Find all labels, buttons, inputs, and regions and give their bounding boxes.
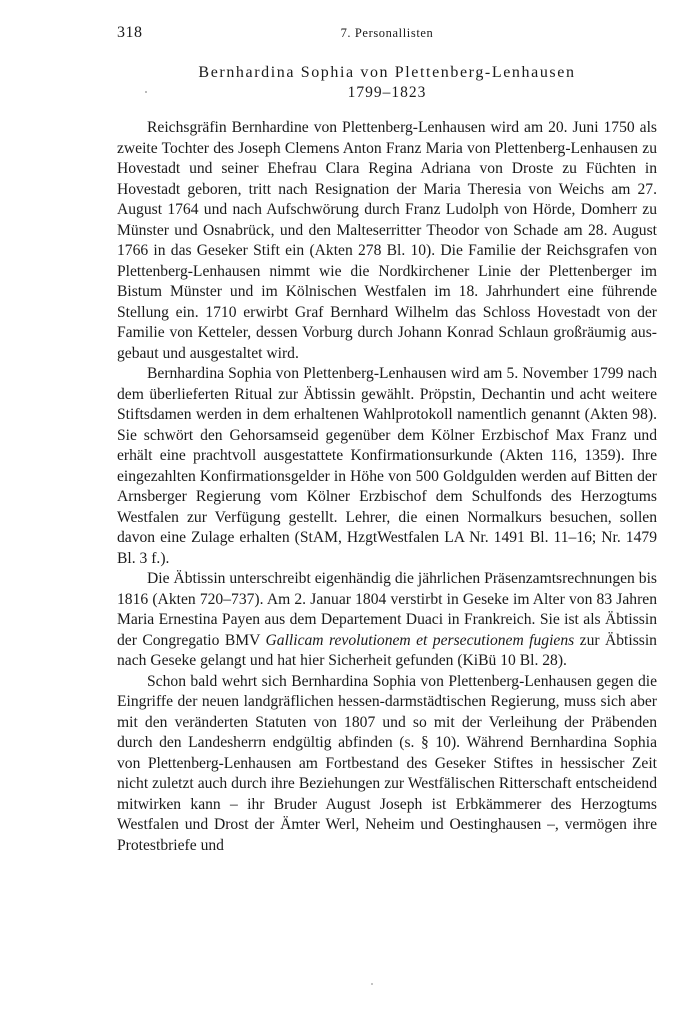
section-dates: 1799–1823 bbox=[347, 84, 427, 101]
paragraph-2: Bernhardina Sophia von Plettenberg-Lenhausen wird am 5. November 1799 nach dem überlieferten Ritual zur Äbtissin gewählt. Pröpstin, Dechantin und acht weitere Stiftsdamen werden in dem erhaltenen Wahlprotokoll namentlich genannt (Akten 98). Sie schwört den Gehorsamseid gegenüber dem Kölner Erzbischof Max Franz und erhält eine prachtvoll ausgestattete Konfirmationsurkunde (Akten 116, 1359). Ihre eingezahlten Konfirmationsgelder in Höhe von 500 Goldgulden werden auf Bitten der Arnsberger Regierung vom Kölner Erzbischof dem Schulfonds des Herzogtums Westfalen zur Verfügung gestellt. Lehrer, die einen Normalkurs besuchen, sollen davon eine Zulage erhalten (StAM, HzgtWestfalen LA Nr. 1491 Bl. 11–16; Nr. 1479 Bl. 3 f.). bbox=[117, 365, 657, 567]
body-text bbox=[117, 118, 657, 856]
paragraph-4: Schon bald wehrt sich Bernhardina Sophia von Plettenberg-Lenhausen gegen die Eingriffe der neuen landgräflichen hessen-darmstädtischen Regierung, muss sich aber mit den veränderten Statuten von 1807 und so mit der Verleihung der Präbenden durch den Landesherrn endgültig abfinden (s. § 10). Während Bernhardina Sophia von Plettenberg-Lenhausen am Fortbestand des Geseker Stiftes in hessischer Zeit nicht zuletzt auch durch ihre Beziehungen zur Westfälischen Ritterschaft entscheidend mitwirken kann – ihr Bruder August Joseph ist Erbkämmerer des Herzogtums Westfalen und Drost der Ämter Werl, Neheim und Oestinghausen –, vermögen ihre Protestbriefe und bbox=[117, 672, 657, 854]
paragraph-3-text-before: Die Äbtissin unterschreibt eigenhändig die jährlichen Präsenzamtsrechnungen bis 1816 (Akten 720–737). Am 2. Januar 1804 verstirbt in Geseke im Alter von 83 Jahren Maria Ernestina Payen aus dem Departement Duaci in Frankreich. Sie ist als Äbtissin der Congregatio BMV bbox=[117, 570, 657, 649]
latin-quote: Gallicam revolutionem et persecutionem fugiens bbox=[265, 631, 575, 649]
paragraph-3 bbox=[117, 569, 657, 672]
scan-speck bbox=[371, 983, 373, 985]
page-number: 318 bbox=[117, 24, 143, 41]
section-title: Bernhardina Sophia von Plettenberg-Lenhausen bbox=[198, 64, 576, 81]
running-title: 7. Personallisten bbox=[340, 26, 434, 40]
paragraph-1: Reichsgräfin Bernhardine von Plettenberg-Lenhausen wird am 20. Juni 1750 als zweite Tochter des Joseph Clemens Anton Franz Maria von Plettenberg-Lenhausen zu Hovestadt und seiner Ehefrau Clara Regina Adriana von Droste zu Füchten in Hovestadt geboren, tritt nach Resignation der Maria Theresia von Weichs am 27. August 1764 und nach Aufschwörung durch Franz Ludolph von Hörde, Domherr zu Münster und Osnabrück, und den Malteserritter Theodor von Schade am 28. August 1766 in das Geseker Stift ein (Akten 278 Bl. 10). Die Familie der Reichsgrafen von Plettenberg-Lenhausen nimmt wie die Nordkirchener Linie der Plettenberger im Bistum Münster und im Kölnischen Westfalen im 18. Jahrhundert eine führende Stellung ein. 1710 erwirbt Graf Bernhard Wilhelm das Schloss Hovestadt von der Familie von Ketteler, dessen Vorburg durch Johann Konrad Schlaun großräumig ausgebaut und ausgestaltet wird. bbox=[117, 119, 657, 362]
running-header bbox=[117, 24, 657, 44]
paragraph-3-text-after: zur Äbtissin nach Geseke gelangt und hat hier Sicherheit gefunden (KiBü 10 Bl. 28). bbox=[117, 631, 657, 669]
